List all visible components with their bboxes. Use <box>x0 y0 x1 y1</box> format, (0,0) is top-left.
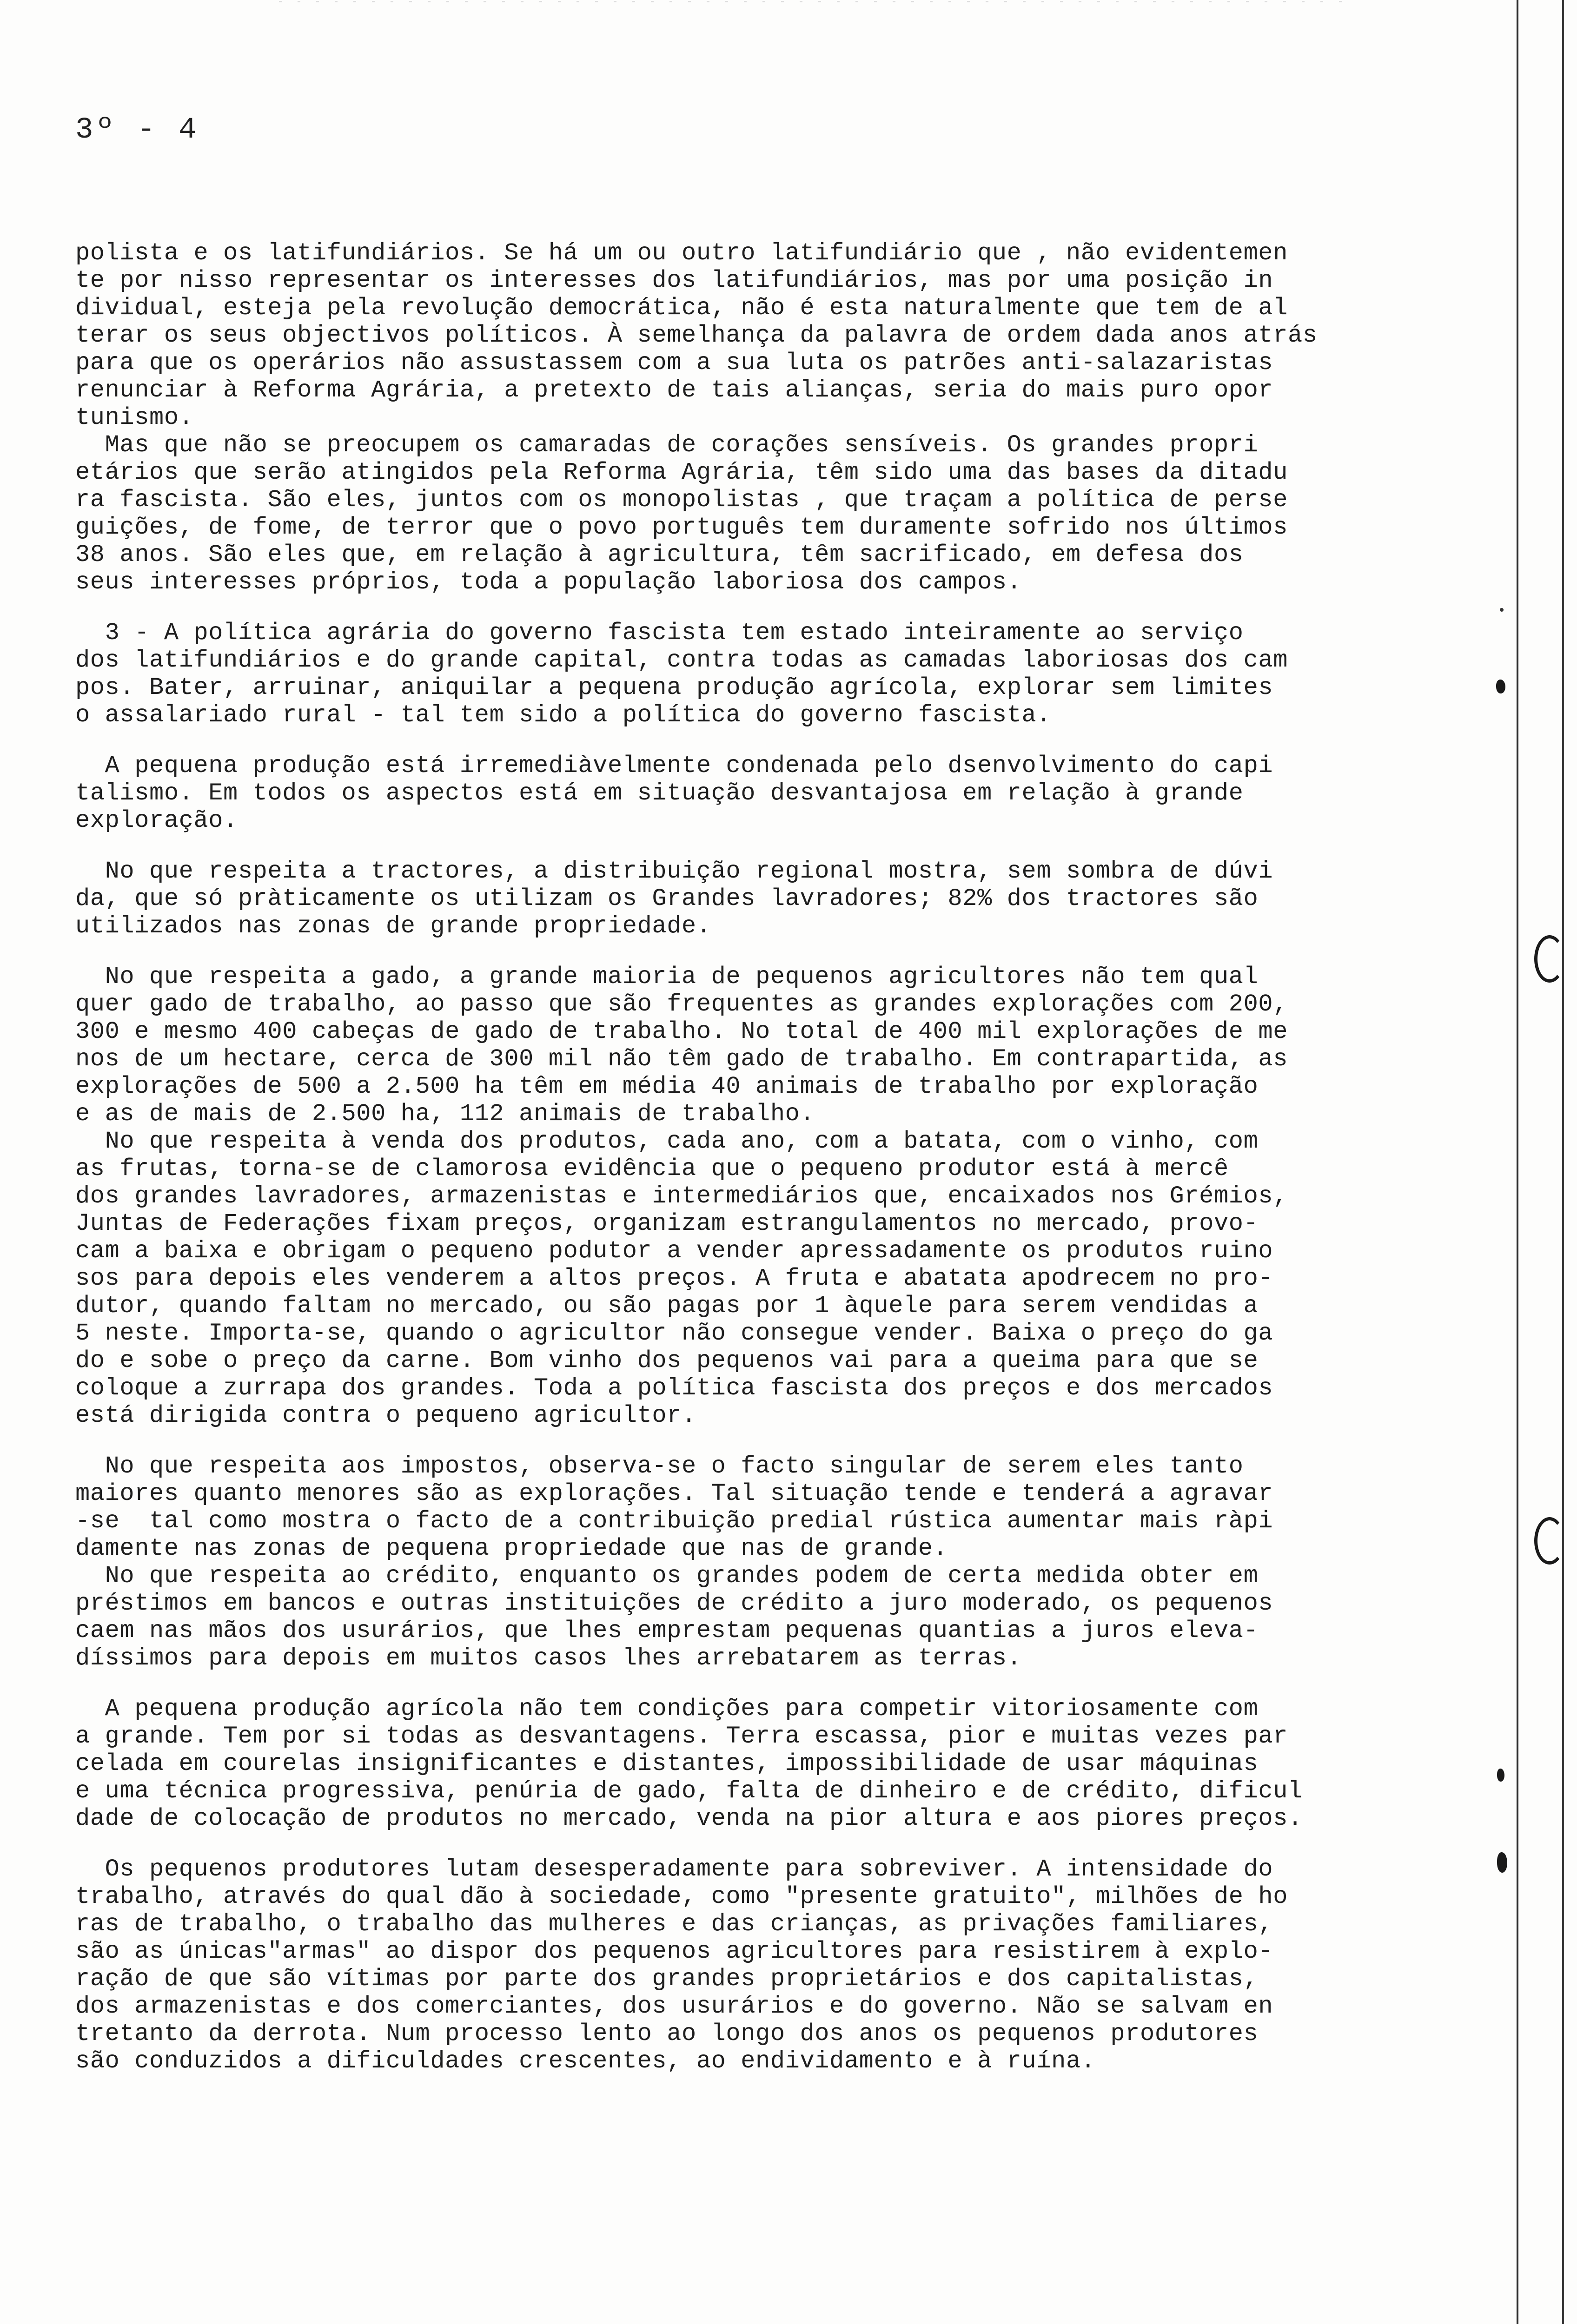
paragraph-gap <box>75 834 1507 858</box>
margin-dot <box>1500 608 1504 612</box>
text-line: quer gado de trabalho, ao passo que são frequentes as grandes explorações com 200, <box>75 990 1288 1018</box>
text-line: dividual, esteja pela revolução democrática, não é esta naturalmente que tem de al <box>75 294 1288 322</box>
text-line: maiores quanto menores são as explorações. Tal situação tende e tenderá a agravar <box>75 1480 1273 1507</box>
ink-blot <box>1497 1852 1507 1873</box>
text-line: 5 neste. Importa-se, quando o agricultor não consegue vender. Baixa o preço do ga <box>75 1320 1273 1347</box>
text-line: renunciar à Reforma Agrária, a pretexto de tais alianças, seria do mais puro opor <box>75 376 1273 404</box>
scan-noise <box>279 1 1348 2</box>
paragraph-gap <box>75 940 1507 963</box>
text-line: No que respeita ao crédito, enquanto os grandes podem de certa medida obter em <box>75 1562 1259 1590</box>
binder-hole-mark <box>1534 935 1565 983</box>
text-line: terar os seus objectivos políticos. À semelhança da palavra de ordem dada anos atrás <box>75 322 1318 349</box>
text-line: cam a baixa e obrigam o pequeno podutor a vender apressadamente os produtos ruino <box>75 1237 1273 1265</box>
text-line: seus interesses próprios, toda a população laboriosa dos campos. <box>75 568 1022 596</box>
text-line: No que respeita aos impostos, observa-se o facto singular de serem eles tanto <box>75 1452 1244 1480</box>
text-line: são as únicas"armas" ao dispor dos pequenos agricultores para resistirem à explo- <box>75 1938 1273 1965</box>
scan-edge-right <box>1562 0 1564 2324</box>
ink-blot <box>1497 1769 1504 1782</box>
page-number: 3º - 4 <box>75 113 199 147</box>
text-line: a grande. Tem por si todas as desvantagens. Terra escassa, pior e muitas vezes par <box>75 1723 1288 1750</box>
text-line: díssimos para depois em muitos casos lhes arrebatarem as terras. <box>75 1644 1022 1672</box>
text-line: te por nisso representar os interesses dos latifundiários, mas por uma posição in <box>75 267 1273 294</box>
margin-rule-right <box>1517 0 1518 2324</box>
ink-blot <box>1496 680 1505 693</box>
text-line: dade de colocação de produtos no mercado, venda na pior altura e aos piores preços. <box>75 1805 1303 1832</box>
text-line: -se tal como mostra o facto de a contribuição predial rústica aumentar mais ràpi <box>75 1507 1273 1535</box>
text-line: nos de um hectare, cerca de 300 mil não têm gado de trabalho. Em contrapartida, as <box>75 1045 1288 1073</box>
text-line: da, que só pràticamente os utilizam os Grandes lavradores; 82% dos tractores são <box>75 885 1259 912</box>
text-line: Os pequenos produtores lutam desesperadamente para sobreviver. A intensidade do <box>75 1855 1273 1883</box>
text-line: as frutas, torna-se de clamorosa evidência que o pequeno produtor está à mercê <box>75 1155 1229 1182</box>
text-line: caem nas mãos dos usurários, que lhes emprestam pequenas quantias a juros eleva- <box>75 1617 1259 1644</box>
text-line: do e sobe o preço da carne. Bom vinho dos pequenos vai para a queima para que se <box>75 1347 1259 1374</box>
text-line: exploração. <box>75 807 238 834</box>
text-line: dos grandes lavradores, armazenistas e intermediários que, encaixados nos Grémios, <box>75 1182 1288 1210</box>
text-line: Mas que não se preocupem os camaradas de corações sensíveis. Os grandes propri <box>75 431 1259 459</box>
text-line: etários que serão atingidos pela Reforma Agrária, têm sido uma das bases da ditadu <box>75 459 1288 486</box>
text-line: préstimos em bancos e outras instituições de crédito a juro moderado, os pequenos <box>75 1590 1273 1617</box>
text-line: ração de que são vítimas por parte dos grandes proprietários e dos capitalistas, <box>75 1965 1259 1993</box>
text-line: talismo. Em todos os aspectos está em situação desvantajosa em relação à grande <box>75 779 1244 807</box>
text-line: tunismo. <box>75 404 194 431</box>
text-line: são conduzidos a dificuldades crescentes, ao endividamento e à ruína. <box>75 2047 1096 2075</box>
text-line: está dirigida contra o pequeno agricultor. <box>75 1402 696 1429</box>
text-line: o assalariado rural - tal tem sido a política do governo fascista. <box>75 701 1052 729</box>
text-line: A pequena produção está irremediàvelmente condenada pelo dsenvolvimento do capi <box>75 752 1273 779</box>
text-line: No que respeita a tractores, a distribuição regional mostra, sem sombra de dúvi <box>75 858 1273 885</box>
text-line: sos para depois eles venderem a altos preços. A fruta e abatata apodrecem no pro- <box>75 1265 1273 1292</box>
paragraph-gap <box>75 1672 1507 1695</box>
text-line: para que os operários não assustassem com a sua luta os patrões anti-salazaristas <box>75 349 1273 376</box>
text-line: A pequena produção agrícola não tem condições para competir vitoriosamente com <box>75 1695 1259 1723</box>
text-line: trabalho, através do qual dão à sociedade, como "presente gratuito", milhões de ho <box>75 1883 1288 1910</box>
text-line: e as de mais de 2.500 ha, 112 animais de trabalho. <box>75 1100 815 1128</box>
paragraph-gap <box>75 1429 1507 1452</box>
text-line: 3 - A política agrária do governo fascista tem estado inteiramente ao serviço <box>75 619 1244 647</box>
text-line: coloque a zurrapa dos grandes. Toda a política fascista dos preços e dos mercados <box>75 1374 1273 1402</box>
text-line: 300 e mesmo 400 cabeças de gado de trabalho. No total de 400 mil explorações de me <box>75 1018 1288 1045</box>
text-line: e uma técnica progressiva, penúria de gado, falta de dinheiro e de crédito, dificul <box>75 1777 1303 1805</box>
paragraph-gap <box>75 1832 1507 1855</box>
text-line: pos. Bater, arruinar, aniquilar a pequena produção agrícola, explorar sem limites <box>75 674 1273 701</box>
text-line: dutor, quando faltam no mercado, ou são pagas por 1 àquele para serem vendidas a <box>75 1292 1259 1320</box>
paragraph-gap <box>75 596 1507 619</box>
text-line: explorações de 500 a 2.500 ha têm em média 40 animais de trabalho por exploração <box>75 1073 1259 1100</box>
binder-hole-mark <box>1534 1517 1565 1565</box>
text-line: damente nas zonas de pequena propriedade que nas de grande. <box>75 1535 948 1562</box>
text-line: No que respeita a gado, a grande maioria de pequenos agricultores não tem qual <box>75 963 1259 990</box>
text-line: utilizados nas zonas de grande propriedade. <box>75 912 711 940</box>
text-line: polista e os latifundiários. Se há um ou outro latifundiário que , não evidentemen <box>75 239 1288 267</box>
text-line: No que respeita à venda dos produtos, cada ano, com a batata, com o vinho, com <box>75 1128 1259 1155</box>
text-line: ra fascista. São eles, juntos com os monopolistas , que traçam a política de perse <box>75 486 1288 514</box>
text-line: Juntas de Federações fixam preços, organizam estrangulamentos no mercado, provo- <box>75 1210 1259 1237</box>
text-line: dos armazenistas e dos comerciantes, dos usurários e do governo. Não se salvam en <box>75 1993 1273 2020</box>
text-line: 38 anos. São eles que, em relação à agricultura, têm sacrificado, em defesa dos <box>75 541 1244 568</box>
text-line: celada em courelas insignificantes e distantes, impossibilidade de usar máquinas <box>75 1750 1259 1777</box>
text-line: tretanto da derrota. Num processo lento ao longo dos anos os pequenos produtores <box>75 2020 1259 2047</box>
document-body <box>75 239 1507 2075</box>
paragraph-gap <box>75 729 1507 752</box>
text-line: ras de trabalho, o trabalho das mulheres e das crianças, as privações familiares, <box>75 1910 1273 1938</box>
text-line: guições, de fome, de terror que o povo português tem duramente sofrido nos últimos <box>75 514 1288 541</box>
text-line: dos latifundiários e do grande capital, contra todas as camadas laboriosas dos cam <box>75 647 1288 674</box>
